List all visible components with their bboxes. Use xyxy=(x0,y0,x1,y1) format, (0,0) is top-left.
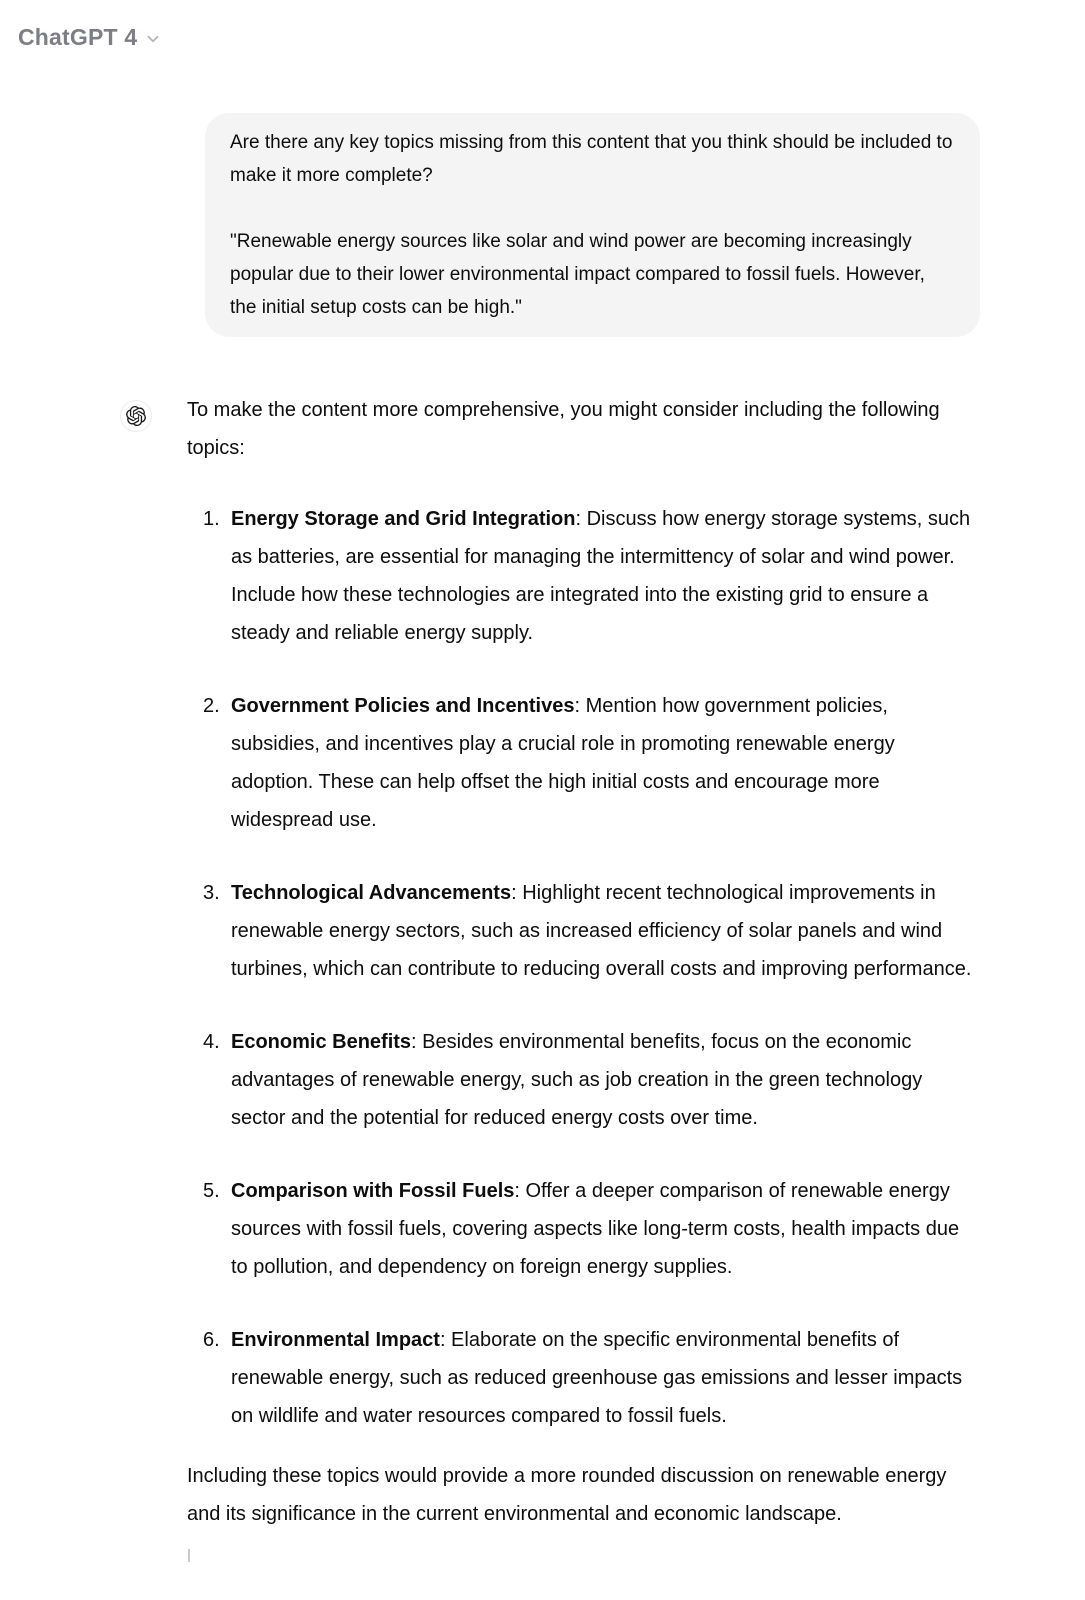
list-item-title: Technological Advancements xyxy=(231,882,512,904)
list-item-number: 1. xyxy=(203,508,220,530)
list-item-title: Environmental Impact xyxy=(231,1329,440,1351)
topic-list xyxy=(187,500,980,1435)
chevron-down-icon xyxy=(144,30,162,48)
assistant-message-row xyxy=(120,398,980,1562)
assistant-message-content xyxy=(187,398,980,1562)
app-header xyxy=(0,0,1085,58)
assistant-avatar-column xyxy=(120,398,187,1562)
list-item-title: Comparison with Fossil Fuels xyxy=(231,1180,515,1202)
list-item-text xyxy=(231,874,980,988)
list-item-body: : Mention how government policies, subsidies, and incentives play a crucial role in promoting renewable energy adoption. These can help offset the high initial costs and encourage more widespread use. xyxy=(231,695,895,831)
list-item-number: 5. xyxy=(203,1180,220,1202)
list-item xyxy=(187,500,980,652)
list-item-number: 3. xyxy=(203,882,220,904)
list-item-body: : Highlight recent technological improvements in renewable energy sectors, such as increased efficiency of solar panels and wind turbines, which can contribute to reducing overall costs and improving performance. xyxy=(231,882,972,980)
assistant-avatar xyxy=(120,400,152,432)
list-item-title: Economic Benefits xyxy=(231,1031,412,1053)
assistant-intro: To make the content more comprehensive, you might consider including the following topics: xyxy=(187,399,940,459)
list-item-text xyxy=(231,1023,980,1137)
list-item-text xyxy=(231,500,980,652)
user-message-bubble xyxy=(205,113,980,337)
list-item xyxy=(187,1023,980,1137)
list-item-title: Energy Storage and Grid Integration xyxy=(231,508,576,530)
list-item-body: : Offer a deeper comparison of renewable energy sources with fossil fuels, covering aspects like long-term costs, health impacts due to pollution, and dependency on foreign energy supplies. xyxy=(231,1180,960,1278)
assistant-closing: Including these topics would provide a more rounded discussion on renewable energy and its significance in the current environmental and economic landscape. xyxy=(187,1465,947,1525)
list-item-number: 2. xyxy=(203,695,220,717)
user-message-paragraph: Are there any key topics missing from this content that you think should be included to make it more complete? xyxy=(230,132,953,186)
list-item xyxy=(187,1321,980,1435)
list-item-body: : Discuss how energy storage systems, such as batteries, are essential for managing the intermittency of solar and wind power. Include how these technologies are integrated into the existing grid to ensure a steady and reliable energy supply. xyxy=(231,508,971,644)
model-title: ChatGPT 4 xyxy=(18,24,138,50)
model-switcher-button[interactable] xyxy=(18,24,162,51)
user-message-paragraph: "Renewable energy sources like solar and wind power are becoming increasingly popular due to their lower environmental impact compared to fossil fuels. However, the initial setup costs can be high." xyxy=(230,231,925,318)
list-item-title: Government Policies and Incentives xyxy=(231,695,575,717)
conversation xyxy=(120,113,980,1562)
list-item-number: 4. xyxy=(203,1031,220,1053)
list-item-text xyxy=(231,687,980,839)
list-item-body: : Elaborate on the specific environmental benefits of renewable energy, such as reduced greenhouse gas emissions and lesser impacts on wildlife and water resources compared to fossil fuels. xyxy=(231,1329,963,1427)
list-item-body: : Besides environmental benefits, focus on the economic advantages of renewable energy, such as job creation in the green technology sector and the potential for reduced energy costs over time. xyxy=(231,1031,923,1129)
list-item xyxy=(187,687,980,839)
list-item xyxy=(187,1172,980,1286)
list-item-number: 6. xyxy=(203,1329,220,1351)
user-message-row xyxy=(120,113,980,337)
text-caret xyxy=(188,1549,190,1562)
list-item-text xyxy=(231,1321,980,1435)
openai-logo-icon xyxy=(126,406,146,426)
list-item xyxy=(187,874,980,988)
list-item-text xyxy=(231,1172,980,1286)
